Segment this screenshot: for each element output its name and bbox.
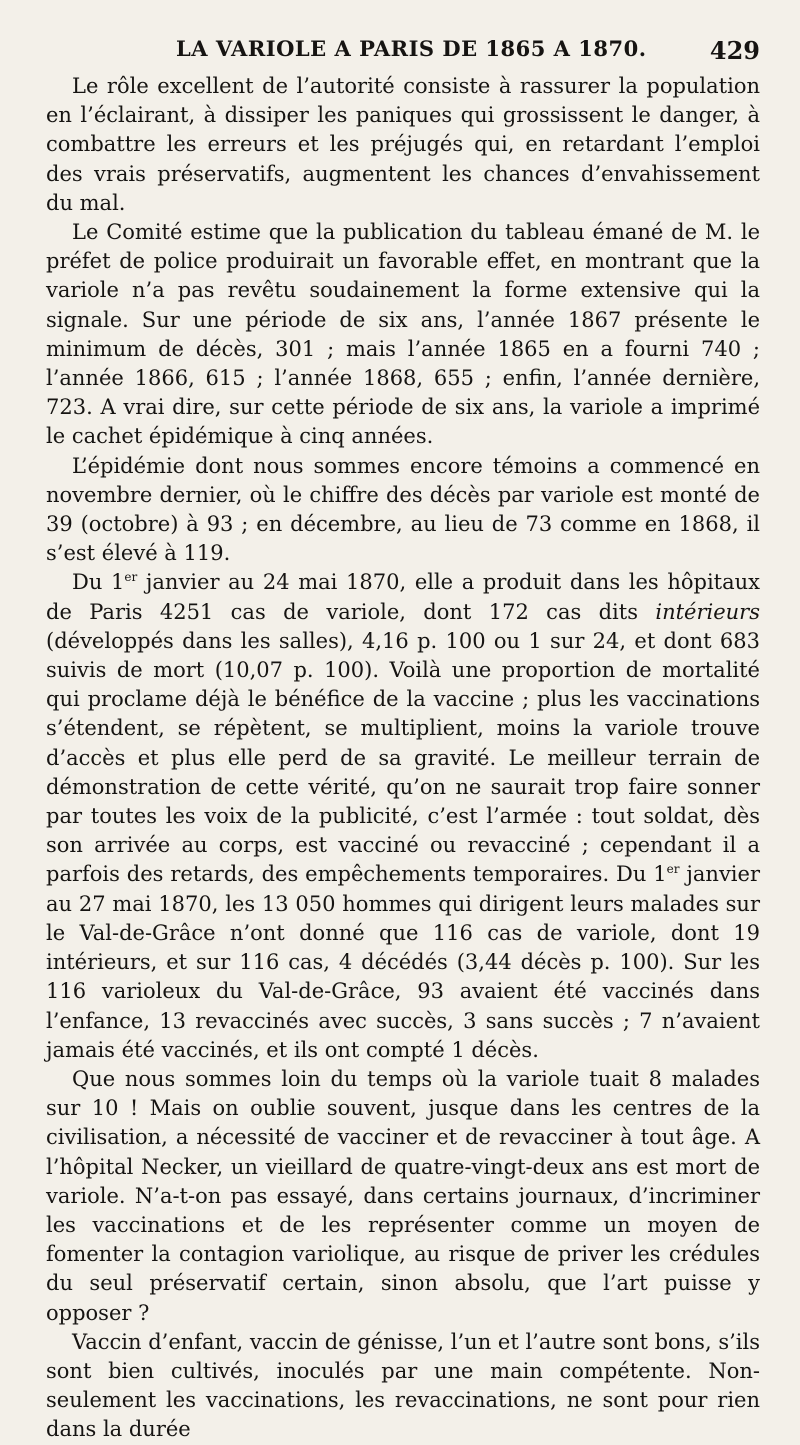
text-run: Vaccin d’enfant, vaccin de génisse, l’un et l’autre sont bons, s’ils sont bien cultivés, inoculés par une main compétente. Non-seulement les vaccinations, les revaccinations, ne sont pour rien dans la durée	[46, 1329, 760, 1442]
paragraph	[46, 1328, 760, 1445]
paragraph	[46, 568, 760, 1064]
text-run: (développés dans les salles), 4,16 p. 100 ou 1 sur 24, et dont 683 suivis de mort (10,07 p. 100). Voilà une proportion de mortalité qui proclame déjà le bénéfice de la vaccine ; plus les vaccinations s’étendent, se répètent, se multiplient, moins la variole trouve d’accès et plus elle perd de sa gravité. Le meilleur terrain de démonstration de cette vérité, qu’on ne saurait trop faire sonner par toutes les voix de la publicité, c’est l’armée : tout soldat, dès son arrivée au corps, est vacciné ou revacciné ; cependant il a parfois des retards, des empêchements temporaires. Du 1	[46, 628, 760, 887]
text-run: Le rôle excellent de l’autorité consiste à rassurer la population en l’éclairant, à dissiper les paniques qui grossissent le danger, à combattre les erreurs et les préjugés qui, en retardant l’emploi des vrais préservatifs, augmentent les chances d’envahissement du mal.	[46, 74, 760, 215]
text-run: Que nous sommes loin du temps où la variole tuait 8 malades sur 10 ! Mais on oublie souvent, jusque dans les centres de la civilisation, a nécessité de vacciner et de revacciner à tout âge. A l’hôpital Necker, un vieillard de quatre-vingt-deux ans est mort de variole. N’a-t-on pas essayé, dans certains journaux, d’incriminer les vaccinations et de les représenter comme un moyen de fomenter la contagion variolique, au risque de priver les crédules du seul préservatif certain, sinon absolu, que l’art puisse y opposer ?	[46, 1066, 760, 1325]
body-text	[46, 72, 760, 1445]
running-title: LA VARIOLE A PARIS DE 1865 A 1870.	[176, 36, 647, 61]
italic-term: intérieurs	[655, 599, 760, 624]
ordinal-superscript: er	[666, 862, 680, 877]
text-run: L’épidémie dont nous sommes encore témoins a commencé en novembre dernier, où le chiffre des décès par variole est monté de 39 (octobre) à 93 ; en décembre, au lieu de 73 comme en 1868, il s’est élevé à 119.	[46, 453, 760, 566]
paragraph	[46, 452, 760, 569]
paragraph	[46, 1065, 760, 1328]
text-run: janvier au 24 mai 1870, elle a produit dans les hôpitaux de Paris 4251 cas de variole, dont 172 cas dits	[46, 570, 760, 624]
running-header	[46, 30, 760, 72]
text-run: Du 1	[72, 570, 125, 595]
paragraph	[46, 72, 760, 218]
text-run: Le Comité estime que la publication du tableau émané de M. le préfet de police produirait un favorable effet, en montrant que la variole n’a pas revêtu soudainement la forme extensive qui la signale. Sur une période de six ans, l’année 1867 présente le minimum de décès, 301 ; mais l’année 1865 en a fourni 740 ; l’année 1866, 615 ; l’année 1868, 655 ; enfin, l’année dernière, 723. A vrai dire, sur cette période de six ans, la variole a imprimé le cachet épidémique à cinq années.	[46, 220, 760, 449]
page-number: 429	[709, 36, 760, 65]
text-run: janvier au 27 mai 1870, les 13 050 hommes qui dirigent leurs malades sur le Val-de-Grâce n’ont donné que 116 cas de variole, dont 19 intérieurs, et sur 116 cas, 4 décédés (3,44 décès p. 100). Sur les 116 varioleux du Val-de-Grâce, 93 avaient été vaccinés dans l’enfance, 13 revaccinés avec succès, 3 sans succès ; 7 n’avaient jamais été vaccinés, et ils ont compté 1 décès.	[46, 862, 760, 1062]
paragraph	[46, 218, 760, 452]
ordinal-superscript: er	[124, 570, 138, 585]
